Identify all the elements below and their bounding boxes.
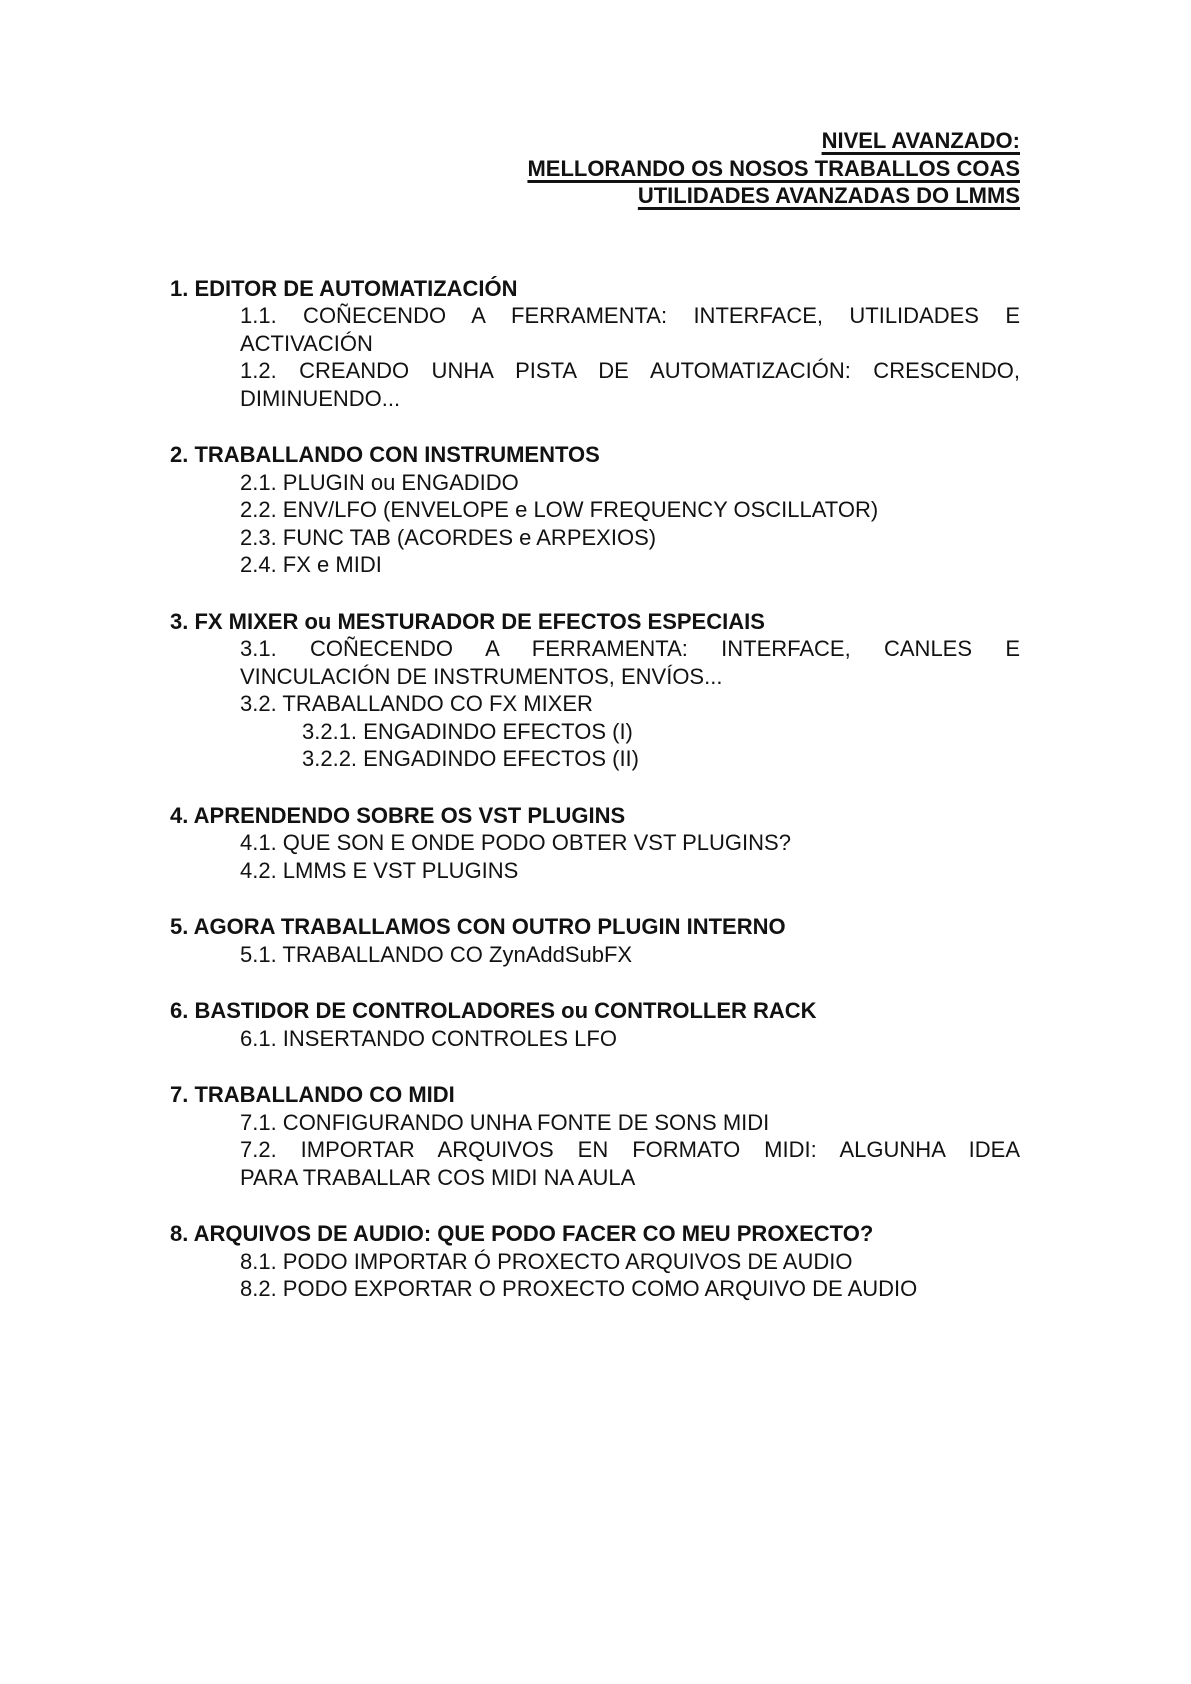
- toc-item-3-1: [240, 635, 1020, 690]
- toc-item-line: 2.3. FUNC TAB (ACORDES e ARPEXIOS): [240, 524, 657, 550]
- toc-item-7-1: [240, 1109, 1020, 1137]
- toc-item-line: 1.1. COÑECENDO A FERRAMENTA: INTERFACE, UTILIDADES E: [240, 303, 1020, 328]
- toc-item-line: 2.2. ENV/LFO (ENVELOPE e LOW FREQUENCY OSCILLATOR): [240, 497, 879, 522]
- toc-item-3-2-1: [302, 718, 1020, 746]
- toc-item-line: 7.2. IMPORTAR ARQUIVOS EN FORMATO MIDI: ALGUNHA IDEA: [240, 1137, 1020, 1162]
- toc-item-8-2: [240, 1275, 1020, 1303]
- toc-item-1-2: [240, 357, 1020, 412]
- toc-item-line: 3.1. COÑECENDO A FERRAMENTA: INTERFACE, CANLES E: [240, 636, 1020, 661]
- title-line-2: MELLORANDO OS NOSOS TRABALLOS COAS: [527, 155, 1020, 181]
- toc-item-4-1: [240, 829, 1020, 857]
- toc-item-2-1: [240, 469, 1020, 497]
- toc-item-6-1: [240, 1025, 1020, 1053]
- section-6: [170, 997, 1020, 1052]
- toc-item-8-1: [240, 1248, 1020, 1276]
- toc-item-line: 1.2. CREANDO UNHA PISTA DE AUTOMATIZACIÓN: CRESCENDO,: [240, 358, 1020, 383]
- toc-item-4-2: [240, 857, 1020, 885]
- toc-item-7-2: [240, 1136, 1020, 1191]
- toc-item-2-2: [240, 496, 1020, 524]
- title-line-1: NIVEL AVANZADO:: [821, 128, 1020, 153]
- toc-item-line: 7.1. CONFIGURANDO UNHA FONTE DE SONS MIDI: [240, 1109, 770, 1135]
- section-7: [170, 1081, 1020, 1191]
- toc-item-line: ACTIVACIÓN: [240, 330, 373, 356]
- document-title: [170, 127, 1020, 210]
- toc-item-line: VINCULACIÓN DE INSTRUMENTOS, ENVÍOS...: [240, 663, 723, 689]
- section-4: [170, 802, 1020, 885]
- toc-item-line: DIMINUENDO...: [240, 385, 401, 411]
- toc-item-2-3: [240, 524, 1020, 552]
- toc-item-line: 5.1. TRABALLANDO CO ZynAddSubFX: [240, 941, 633, 967]
- section-5: [170, 913, 1020, 968]
- section-4-heading: 4. APRENDENDO SOBRE OS VST PLUGINS: [170, 802, 626, 828]
- toc-item-line: 6.1. INSERTANDO CONTROLES LFO: [240, 1025, 617, 1051]
- section-2: [170, 441, 1020, 579]
- toc-sections: [170, 275, 1020, 1303]
- toc-item-line: 3.2.2. ENGADINDO EFECTOS (II): [302, 746, 639, 771]
- section-3: [170, 608, 1020, 773]
- toc-item-3-2-2: [302, 745, 1020, 773]
- section-2-heading: 2. TRABALLANDO CON INSTRUMENTOS: [170, 442, 600, 467]
- section-8: [170, 1220, 1020, 1303]
- toc-item-line: 3.2.1. ENGADINDO EFECTOS (I): [302, 718, 633, 744]
- toc-item-5-1: [240, 941, 1020, 969]
- toc-item-3-2: [240, 690, 1020, 718]
- section-1-heading: 1. EDITOR DE AUTOMATIZACIÓN: [170, 275, 518, 301]
- toc-item-line: PARA TRABALLAR COS MIDI NA AULA: [240, 1164, 636, 1190]
- toc-item-1-1: [240, 302, 1020, 357]
- toc-item-line: 8.2. PODO EXPORTAR O PROXECTO COMO ARQUIVO DE AUDIO: [240, 1276, 918, 1301]
- toc-item-2-4: [240, 551, 1020, 579]
- section-8-heading: 8. ARQUIVOS DE AUDIO: QUE PODO FACER CO MEU PROXECTO?: [170, 1221, 874, 1246]
- section-6-heading: 6. BASTIDOR DE CONTROLADORES ou CONTROLLER RACK: [170, 998, 817, 1023]
- toc-item-line: 2.1. PLUGIN ou ENGADIDO: [240, 469, 519, 495]
- section-5-heading: 5. AGORA TRABALLAMOS CON OUTRO PLUGIN INTERNO: [170, 914, 786, 939]
- toc-item-line: 8.1. PODO IMPORTAR Ó PROXECTO ARQUIVOS DE AUDIO: [240, 1248, 853, 1274]
- toc-item-line: 4.1. QUE SON E ONDE PODO OBTER VST PLUGINS?: [240, 830, 791, 855]
- section-7-heading: 7. TRABALLANDO CO MIDI: [170, 1082, 455, 1107]
- toc-item-line: 3.2. TRABALLANDO CO FX MIXER: [240, 691, 593, 716]
- section-1: [170, 275, 1020, 413]
- title-line-3: UTILIDADES AVANZADAS DO LMMS: [637, 183, 1020, 208]
- toc-item-line: 2.4. FX e MIDI: [240, 552, 382, 577]
- section-3-heading: 3. FX MIXER ou MESTURADOR DE EFECTOS ESPECIAIS: [170, 608, 765, 634]
- toc-item-line: 4.2. LMMS E VST PLUGINS: [240, 857, 519, 883]
